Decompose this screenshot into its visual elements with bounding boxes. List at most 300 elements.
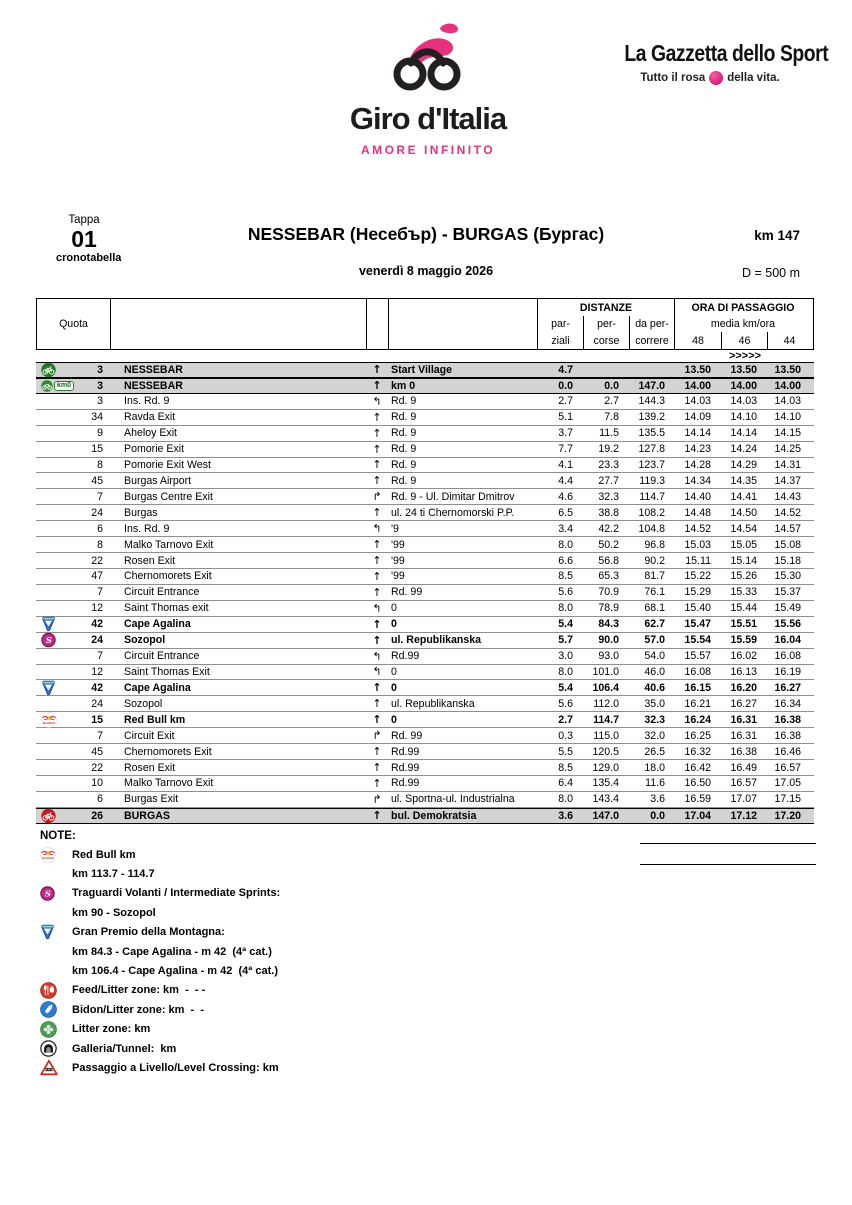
quota-cell: 22 xyxy=(91,554,103,567)
km-da-percorrere-cell: 0.0 xyxy=(650,809,665,822)
finish-icon xyxy=(41,808,56,823)
location-cell: Cape Agalina xyxy=(124,618,191,631)
note-text: km 90 - Sozopol xyxy=(72,906,156,919)
km-da-percorrere-cell: 104.8 xyxy=(638,522,665,535)
km-parziali-cell: 0.0 xyxy=(558,379,573,392)
start-icon xyxy=(41,362,56,377)
km-parziali-cell: 3.7 xyxy=(558,427,573,440)
direction-arrow: ↑ xyxy=(372,745,382,759)
location-cell: Ravda Exit xyxy=(124,411,176,424)
location-cell: BURGAS xyxy=(124,809,170,822)
location-cell: Sozopol xyxy=(124,634,166,647)
location-cell: Pomorie Exit West xyxy=(124,458,211,471)
road-cell: ul. Republikanska xyxy=(391,697,475,710)
direction-arrow: ↑ xyxy=(372,538,382,552)
km-parziali-cell: 6.5 xyxy=(558,506,573,519)
time-46-cell: 14.29 xyxy=(730,458,757,471)
road-cell: Rd. 9 xyxy=(391,458,417,471)
road-cell: km 0 xyxy=(391,379,416,392)
location-cell: Malko Tarnovo Exit xyxy=(124,777,214,790)
gpm-icon xyxy=(41,680,56,696)
km-da-percorrere-cell: 108.2 xyxy=(638,506,665,519)
note-text: Passaggio a Livello/Level Crossing: km xyxy=(72,1061,279,1074)
km-da-percorrere-cell: 40.6 xyxy=(644,681,665,694)
road-cell: 0 xyxy=(391,602,397,615)
direction-arrow: ↑ xyxy=(372,569,382,583)
time-44-cell: 15.56 xyxy=(774,618,801,631)
notes-section xyxy=(40,830,600,1078)
km-percorse-cell: 32.3 xyxy=(598,490,619,503)
note-row xyxy=(40,923,600,942)
km-da-percorrere-cell: 123.7 xyxy=(638,458,665,471)
km-da-percorrere-cell: 135.5 xyxy=(638,427,665,440)
location-cell: Saint Thomas Exit xyxy=(124,665,210,678)
km-percorse-cell: 84.3 xyxy=(598,618,619,631)
time-44-cell: 15.08 xyxy=(774,538,801,551)
location-cell: Ins. Rd. 9 xyxy=(124,522,170,535)
time-48-cell: 14.28 xyxy=(684,458,711,471)
time-48-cell: 15.11 xyxy=(685,554,711,567)
km-da-percorrere-cell: 68.1 xyxy=(644,602,665,615)
svg-text:Red Bull: Red Bull xyxy=(43,720,55,725)
km-percorse-cell: 90.0 xyxy=(598,634,619,647)
time-46-cell: 15.33 xyxy=(730,586,757,599)
road-cell: Rd.99 xyxy=(391,650,420,663)
location-cell: Pomorie Exit xyxy=(124,443,185,456)
time-44-cell: 17.05 xyxy=(774,777,801,790)
location-cell: Sozopol xyxy=(124,697,163,710)
road-cell: '99 xyxy=(391,554,405,567)
time-48-cell: 15.47 xyxy=(684,618,711,631)
direction-arrow: ↑ xyxy=(372,426,382,440)
road-cell: Rd. 99 xyxy=(391,586,423,599)
km-parziali-cell: 3.0 xyxy=(558,650,573,663)
km-parziali-cell: 7.7 xyxy=(558,443,573,456)
time-46-cell: 16.20 xyxy=(730,681,757,694)
quota-cell: 3 xyxy=(97,363,103,376)
time-44-cell: 16.57 xyxy=(774,761,801,774)
column-header-distanze: DISTANZE xyxy=(538,299,675,316)
table-row xyxy=(36,458,814,474)
table-row xyxy=(36,394,814,410)
tappa-label: Tappa xyxy=(68,214,100,226)
km-percorse-cell: 50.2 xyxy=(598,538,619,551)
road-cell: Rd. 9 xyxy=(391,474,417,487)
time-46-cell: 16.02 xyxy=(730,650,757,663)
note-row xyxy=(40,864,600,883)
km-da-percorrere-cell: 144.3 xyxy=(638,395,665,408)
table-row xyxy=(36,473,814,489)
time-46-cell: 14.54 xyxy=(730,522,757,535)
note-text: Feed/Litter zone: km - - - xyxy=(72,984,206,997)
time-48-cell: 13.50 xyxy=(684,363,711,376)
km-percorse-cell: 0.0 xyxy=(604,379,619,392)
time-48-cell: 16.50 xyxy=(684,777,711,790)
time-46-cell: 17.12 xyxy=(730,809,757,822)
location-cell: Burgas xyxy=(124,506,158,519)
table-row xyxy=(36,744,814,760)
notes-title: NOTE: xyxy=(40,830,76,842)
time-44-cell: 15.30 xyxy=(774,570,801,583)
table-row xyxy=(36,728,814,744)
table-row xyxy=(36,426,814,442)
km-parziali-cell: 3.4 xyxy=(558,522,573,535)
table-row xyxy=(36,649,814,665)
location-cell: Chernomorets Exit xyxy=(124,745,212,758)
quota-cell: 12 xyxy=(91,602,103,615)
time-46-cell: 15.51 xyxy=(730,618,757,631)
location-cell: Ins. Rd. 9 xyxy=(124,395,170,408)
direction-arrow: ↑ xyxy=(372,554,382,568)
road-cell: '99 xyxy=(391,570,405,583)
location-cell: Cape Agalina xyxy=(124,681,191,694)
time-48-cell: 15.54 xyxy=(684,634,711,647)
time-44-cell: 16.34 xyxy=(774,697,801,710)
quota-cell: 45 xyxy=(91,474,103,487)
time-44-cell: 14.52 xyxy=(774,506,801,519)
direction-arrow: ↑ xyxy=(372,474,382,488)
km-percorse-cell: 19.2 xyxy=(598,443,619,456)
time-46-cell: 15.14 xyxy=(730,554,757,567)
km-percorse-cell: 42.2 xyxy=(598,522,619,535)
time-44-cell: 14.37 xyxy=(774,474,801,487)
column-header-dapercorrere-2: correre xyxy=(629,332,675,349)
time-46-cell: 13.50 xyxy=(730,363,757,376)
time-46-cell: 14.50 xyxy=(730,506,757,519)
table-row xyxy=(36,521,814,537)
time-46-cell: 14.41 xyxy=(730,490,757,503)
km0-label: km0 xyxy=(54,381,74,391)
time-46-cell: 16.13 xyxy=(730,665,757,678)
signature-line xyxy=(640,843,816,844)
km-parziali-cell: 8.0 xyxy=(558,602,573,615)
time-44-cell: 14.00 xyxy=(774,379,801,392)
km-parziali-cell: 4.4 xyxy=(558,474,573,487)
km-da-percorrere-cell: 32.3 xyxy=(644,713,665,726)
signature-line xyxy=(640,864,816,865)
svg-text:Red Bull: Red Bull xyxy=(42,855,54,860)
note-text: Litter zone: km xyxy=(72,1023,151,1036)
table-row xyxy=(36,362,814,378)
direction-arrow: ↑ xyxy=(372,585,382,599)
km0-icon xyxy=(41,380,74,392)
quota-cell: 15 xyxy=(91,713,103,726)
time-46-cell: 16.27 xyxy=(730,697,757,710)
column-header-speed-48: 48 xyxy=(692,334,704,347)
table-row xyxy=(36,569,814,585)
km-da-percorrere-cell: 90.2 xyxy=(644,554,665,567)
road-cell: Rd. 9 xyxy=(391,411,417,424)
giro-slogan: AMORE INFINITO xyxy=(360,143,496,157)
quota-cell: 10 xyxy=(91,777,103,790)
km-parziali-cell: 8.0 xyxy=(558,538,573,551)
quota-cell: 6 xyxy=(97,522,103,535)
gpm-icon xyxy=(41,616,56,632)
location-cell: Chernomorets Exit xyxy=(124,570,212,583)
table-row xyxy=(36,665,814,681)
time-44-cell: 16.38 xyxy=(774,729,801,742)
km-percorse-cell: 23.3 xyxy=(598,458,619,471)
time-48-cell: 16.15 xyxy=(684,681,711,694)
km-da-percorrere-cell: 3.6 xyxy=(650,793,665,806)
column-header-road xyxy=(389,299,538,349)
column-header-dapercorrere: da per- xyxy=(629,316,675,332)
table-row xyxy=(36,760,814,776)
km-da-percorrere-cell: 54.0 xyxy=(644,650,665,663)
gazzetta-tag-left: Tutto il rosa xyxy=(640,72,706,84)
quota-cell: 7 xyxy=(97,729,103,742)
table-row xyxy=(36,442,814,458)
stage-number-block xyxy=(56,214,122,265)
km-parziali-cell: 5.5 xyxy=(558,745,573,758)
km-percorse-cell: 78.9 xyxy=(598,602,619,615)
time-48-cell: 16.42 xyxy=(684,761,711,774)
time-46-cell: 14.00 xyxy=(730,379,757,392)
quota-cell: 24 xyxy=(91,634,103,647)
time-48-cell: 14.34 xyxy=(684,474,711,487)
quota-cell: 24 xyxy=(91,506,103,519)
time-44-cell: 16.38 xyxy=(774,713,801,726)
road-cell: Rd. 9 xyxy=(391,395,417,408)
time-44-cell: 14.03 xyxy=(774,395,801,408)
time-48-cell: 16.21 xyxy=(684,697,711,710)
km-percorse-cell: 143.4 xyxy=(592,793,619,806)
column-header-media: media km/ora xyxy=(710,318,776,330)
column-header-ora-di-passaggio: ORA DI PASSAGGIO xyxy=(691,301,795,314)
km-percorse-cell: 11.5 xyxy=(599,427,619,440)
road-cell: Rd.99 xyxy=(391,745,420,758)
time-44-cell: 16.46 xyxy=(774,745,801,758)
note-row xyxy=(40,845,600,864)
road-cell: Rd. 99 xyxy=(391,729,423,742)
direction-arrow: ↑ xyxy=(372,458,382,472)
time-48-cell: 16.59 xyxy=(684,793,711,806)
time-46-cell: 16.31 xyxy=(730,713,757,726)
gazzetta-tagline xyxy=(608,71,812,85)
km-parziali-cell: 3.6 xyxy=(558,809,573,822)
redbull-icon xyxy=(41,712,57,728)
location-cell: NESSEBAR xyxy=(124,379,183,392)
time-48-cell: 14.52 xyxy=(684,522,711,535)
direction-arrow: ↰ xyxy=(372,394,382,408)
svg-text:S: S xyxy=(45,636,52,647)
km-parziali-cell: 8.5 xyxy=(558,761,573,774)
time-46-cell: 14.14 xyxy=(730,427,757,440)
road-cell: ul. 24 ti Chernomorski P.P. xyxy=(391,506,515,519)
direction-arrow: ↑ xyxy=(372,633,382,647)
direction-arrow: ↰ xyxy=(372,665,382,679)
location-cell: Burgas Centre Exit xyxy=(124,490,213,503)
km-parziali-cell: 2.7 xyxy=(558,713,573,726)
time-46-cell: 16.38 xyxy=(730,745,757,758)
table-row xyxy=(36,585,814,601)
direction-arrow: ↑ xyxy=(372,761,382,774)
notes-list xyxy=(40,845,600,1078)
km-da-percorrere-cell: 35.0 xyxy=(644,697,665,710)
note-text: km 113.7 - 114.7 xyxy=(72,868,155,881)
road-cell: ul. Republikanska xyxy=(391,634,482,647)
km-percorse-cell: 129.0 xyxy=(592,761,619,774)
km-parziali-cell: 5.4 xyxy=(558,681,573,694)
km-parziali-cell: 5.6 xyxy=(558,586,573,599)
location-cell: Malko Tarnovo Exit xyxy=(124,538,214,551)
direction-arrow: ↱ xyxy=(372,490,382,504)
location-cell: Rosen Exit xyxy=(124,761,176,774)
direction-arrow: ↑ xyxy=(372,681,382,695)
time-48-cell: 16.32 xyxy=(684,745,711,758)
km-da-percorrere-cell: 96.8 xyxy=(644,538,665,551)
table-row xyxy=(36,410,814,426)
stage-title: NESSEBAR (Несебър) - BURGAS (Бургас) xyxy=(247,224,605,244)
time-44-cell: 14.43 xyxy=(774,490,801,503)
note-text: Gran Premio della Montagna: xyxy=(72,926,225,939)
km-da-percorrere-cell: 57.0 xyxy=(644,634,665,647)
km-percorse-cell: 7.8 xyxy=(604,411,619,424)
time-46-cell: 16.57 xyxy=(730,777,757,790)
table-row xyxy=(36,505,814,521)
time-48-cell: 14.03 xyxy=(684,395,711,408)
quota-cell: 24 xyxy=(91,697,103,710)
direction-arrow: ↑ xyxy=(372,363,382,377)
tunnel-icon xyxy=(40,1040,72,1057)
quota-cell: 42 xyxy=(91,618,103,631)
stage-elevation: D = 500 m xyxy=(741,266,800,280)
time-48-cell: 15.03 xyxy=(684,538,711,551)
time-44-cell: 16.04 xyxy=(774,634,801,647)
note-row xyxy=(40,1000,600,1019)
time-44-cell: 17.15 xyxy=(774,793,801,806)
quota-cell: 6 xyxy=(97,793,103,806)
stage-total-km: km 147 xyxy=(754,228,800,243)
quota-cell: 3 xyxy=(97,395,103,408)
note-row xyxy=(40,981,600,1000)
table-row xyxy=(36,696,814,712)
note-text: Traguardi Volanti / Intermediate Sprints: xyxy=(72,887,281,900)
road-cell: bul. Demokratsia xyxy=(391,809,477,822)
km-parziali-cell: 4.7 xyxy=(558,363,573,376)
time-46-cell: 17.07 xyxy=(730,793,757,806)
km-da-percorrere-cell: 32.0 xyxy=(644,729,665,742)
giro-wordmark: Giro d'Italia xyxy=(349,101,507,136)
table-row xyxy=(36,378,814,394)
km-percorse-cell: 38.8 xyxy=(598,506,619,519)
table-row xyxy=(36,633,814,649)
table-row xyxy=(36,712,814,728)
sprint-icon xyxy=(40,886,72,901)
quota-cell: 7 xyxy=(97,490,103,503)
km-da-percorrere-cell: 147.0 xyxy=(638,379,665,392)
km-da-percorrere-cell: 119.3 xyxy=(639,474,665,487)
km-percorse-cell: 115.0 xyxy=(593,729,619,742)
feed-icon xyxy=(40,982,72,999)
time-44-cell: 16.27 xyxy=(774,681,801,694)
time-48-cell: 15.29 xyxy=(684,586,711,599)
km-parziali-cell: 6.6 xyxy=(558,554,573,567)
time-46-cell: 14.35 xyxy=(730,474,757,487)
time-44-cell: 15.49 xyxy=(774,602,801,615)
direction-arrow: ↑ xyxy=(372,809,382,823)
gazzetta-logo xyxy=(608,40,829,85)
km-percorse-cell: 2.7 xyxy=(604,395,619,408)
km-da-percorrere-cell: 114.7 xyxy=(639,490,665,503)
km-parziali-cell: 5.6 xyxy=(558,697,573,710)
quota-cell: 22 xyxy=(91,761,103,774)
km-da-percorrere-cell: 11.6 xyxy=(645,777,665,790)
column-header-parziali-2: ziali xyxy=(551,334,570,347)
km-parziali-cell: 5.1 xyxy=(558,411,573,424)
bidon-icon xyxy=(40,1001,72,1018)
table-row xyxy=(36,553,814,569)
direction-arrow: ↑ xyxy=(372,442,382,456)
direction-arrow: ↑ xyxy=(372,713,382,727)
document-type: cronotabella xyxy=(56,252,122,265)
time-48-cell: 15.57 xyxy=(684,650,711,663)
time-48-cell: 16.25 xyxy=(684,729,711,742)
location-cell: Circuit Exit xyxy=(124,729,175,742)
note-row xyxy=(40,1058,600,1077)
gazzetta-tag-right: della vita. xyxy=(727,72,780,84)
time-44-cell: 17.20 xyxy=(774,809,801,822)
gpm-icon xyxy=(40,924,72,940)
road-cell: '9 xyxy=(391,522,399,535)
km-percorse-cell: 27.7 xyxy=(598,474,619,487)
note-row xyxy=(40,903,600,922)
road-cell: Rd. 9 - Ul. Dimitar Dmitrov xyxy=(391,490,515,503)
quota-cell: 8 xyxy=(97,458,103,471)
time-44-cell: 13.50 xyxy=(774,363,801,376)
direction-arrow: ↑ xyxy=(372,697,382,711)
time-48-cell: 14.23 xyxy=(684,443,711,456)
giro-logo xyxy=(338,20,518,157)
road-cell: Rd. 9 xyxy=(391,443,417,456)
table-row xyxy=(36,808,814,824)
road-cell: ul. Sportna-ul. Industrialna xyxy=(391,793,515,806)
km-parziali-cell: 8.5 xyxy=(558,570,573,583)
timetable-body xyxy=(36,362,814,824)
svg-text:S: S xyxy=(44,889,51,900)
quota-cell: 8 xyxy=(97,538,103,551)
note-row xyxy=(40,942,600,961)
km-percorse-cell: 114.7 xyxy=(593,713,619,726)
location-cell: Rosen Exit xyxy=(124,554,176,567)
table-row xyxy=(36,601,814,617)
direction-arrow: ↑ xyxy=(372,379,382,393)
time-46-cell: 15.59 xyxy=(730,634,757,647)
time-44-cell: 14.31 xyxy=(774,458,801,471)
note-text: Red Bull km xyxy=(72,848,136,861)
time-48-cell: 14.48 xyxy=(684,506,711,519)
road-cell: 0 xyxy=(391,681,397,694)
direction-arrow: ↑ xyxy=(372,506,382,520)
km-da-percorrere-cell: 81.7 xyxy=(644,570,665,583)
road-cell: Start Village xyxy=(391,363,453,376)
location-cell: Saint Thomas exit xyxy=(124,602,209,615)
reference-speed-chevrons: >>>>> xyxy=(728,350,762,362)
road-cell: Rd. 9 xyxy=(391,427,417,440)
redbull-icon xyxy=(40,847,72,863)
km-percorse-cell: 106.4 xyxy=(592,681,619,694)
quota-cell: 42 xyxy=(91,681,103,694)
km-percorse-cell: 120.5 xyxy=(592,745,619,758)
km-da-percorrere-cell: 127.8 xyxy=(638,443,665,456)
km-percorse-cell: 56.8 xyxy=(598,554,619,567)
quota-cell: 7 xyxy=(97,586,103,599)
column-header-location xyxy=(111,299,367,349)
km-percorse-cell: 93.0 xyxy=(598,650,619,663)
location-cell: Burgas Exit xyxy=(124,793,179,806)
km-percorse-cell: 147.0 xyxy=(592,809,619,822)
direction-arrow: ↰ xyxy=(372,522,382,536)
